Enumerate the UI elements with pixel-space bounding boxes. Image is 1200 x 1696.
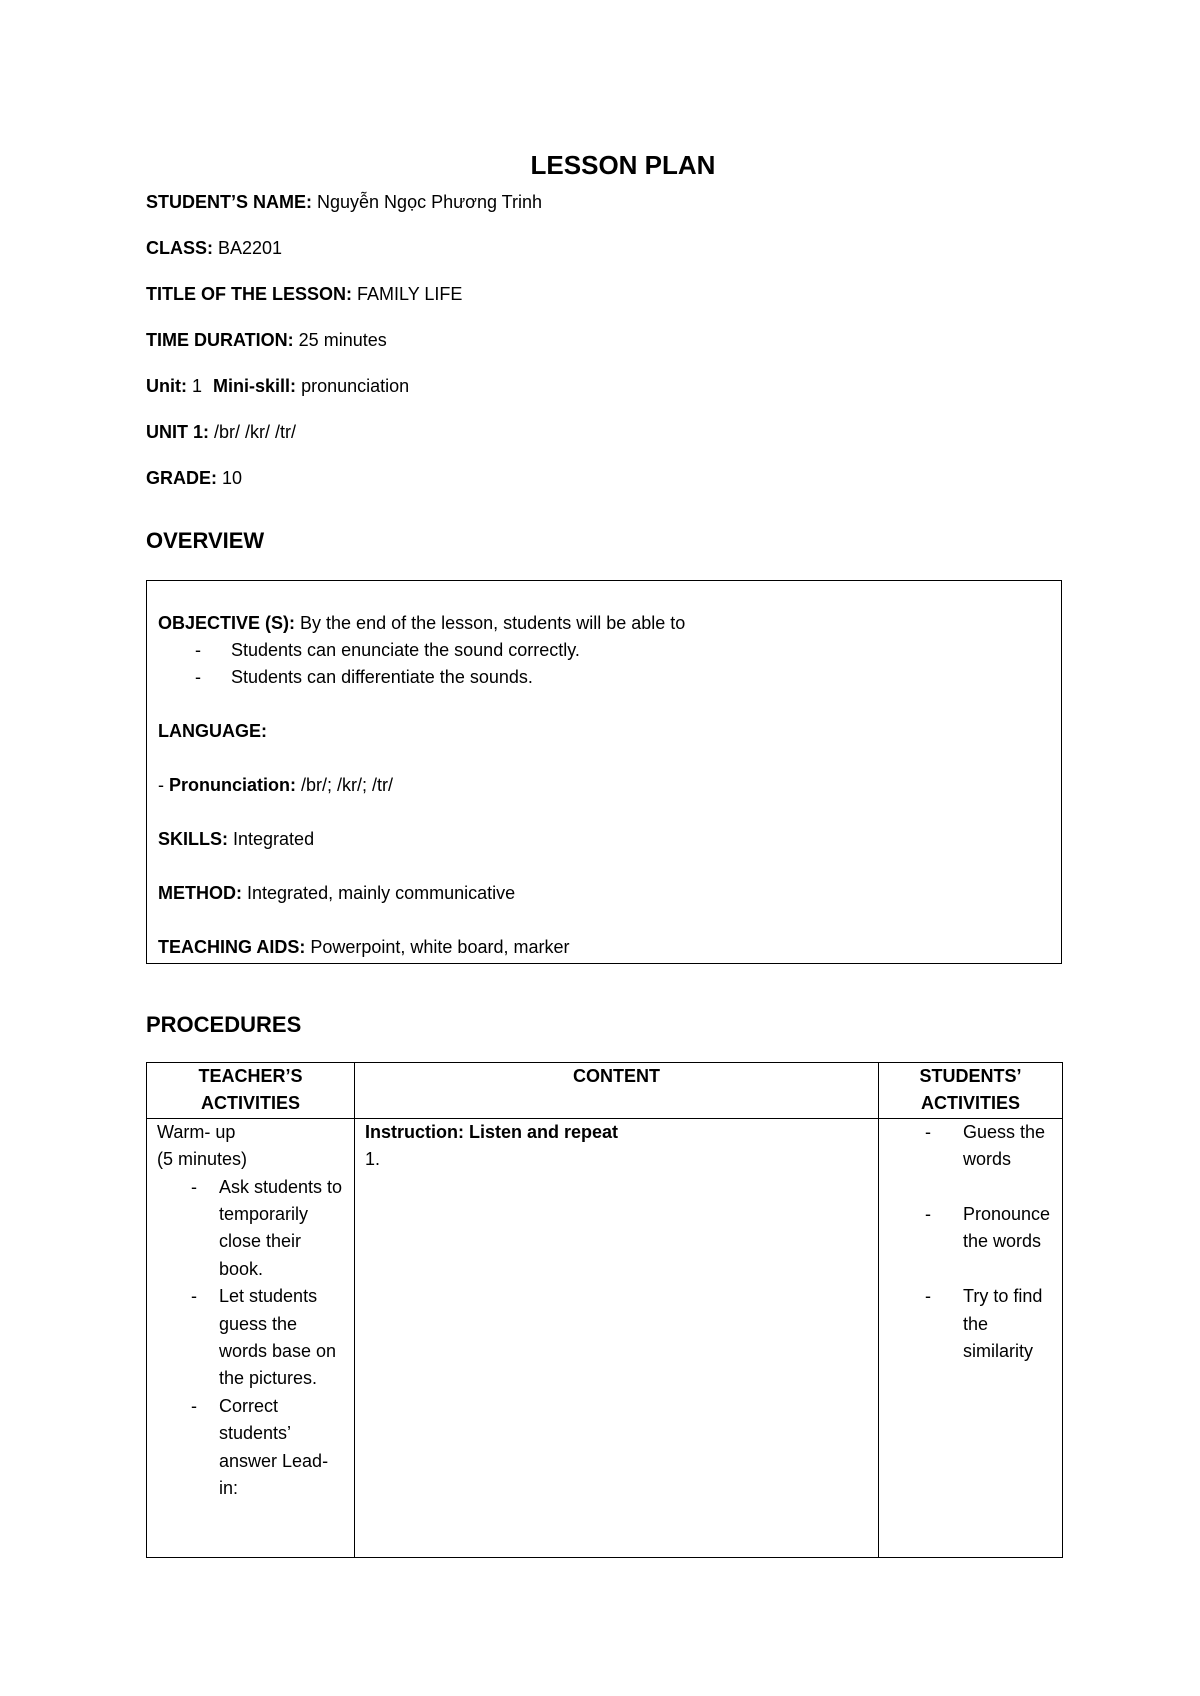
teaching-aids-line <box>158 935 569 959</box>
lesson-title-value: FAMILY LIFE <box>357 284 463 304</box>
list-item: - Let students guess the words base on the pictures. <box>191 1286 337 1389</box>
pronunciation-value: /br/; /kr/; /tr/ <box>301 775 394 795</box>
list-spacer <box>889 1174 1052 1201</box>
objective-bullet: Students can differentiate the sounds. <box>231 667 533 687</box>
unit1-value: /br/ /kr/ /tr/ <box>214 422 297 442</box>
duration-value: 25 minutes <box>298 330 387 350</box>
student-name-line <box>146 190 542 214</box>
content-cell <box>355 1118 879 1557</box>
class-label: CLASS: <box>146 238 213 258</box>
content-header: CONTENT <box>355 1063 879 1119</box>
table-row <box>147 1118 1063 1557</box>
teacher-activities-header: TEACHER’S ACTIVITIES <box>147 1063 355 1119</box>
language-label: LANGUAGE: <box>158 721 267 741</box>
stage-name: Warm- up <box>157 1121 236 1142</box>
lesson-title-label: TITLE OF THE LESSON: <box>146 284 352 304</box>
pronunciation-line <box>158 773 393 797</box>
teacher-activities-cell <box>147 1118 355 1557</box>
class-line <box>146 236 282 260</box>
table-header-row <box>147 1063 1063 1119</box>
procedures-heading: PROCEDURES <box>146 1012 302 1037</box>
lesson-title-line <box>146 282 462 306</box>
content-instruction: Instruction: Listen and repeat <box>365 1121 619 1142</box>
students-activities-cell <box>879 1118 1063 1557</box>
stage-time: (5 minutes) <box>157 1149 248 1170</box>
bullet-dash: - <box>195 667 201 687</box>
duration-label: TIME DURATION: <box>146 330 294 350</box>
list-item: - Guess the words <box>925 1121 1046 1170</box>
unit-value: 1 <box>192 376 203 396</box>
objective-line <box>158 611 685 635</box>
unit-label: Unit: <box>146 376 187 396</box>
language-line <box>158 719 267 743</box>
grade-value: 10 <box>222 468 243 488</box>
content-item: 1. <box>365 1149 381 1170</box>
class-value: BA2201 <box>218 238 283 258</box>
grade-line <box>146 466 242 490</box>
list-item: - Ask students to temporarily close their book. <box>191 1176 343 1279</box>
teaching-aids-value: Powerpoint, white board, marker <box>310 937 570 957</box>
method-line <box>158 881 515 905</box>
method-value: Integrated, mainly communicative <box>247 883 516 903</box>
skills-line <box>158 827 314 851</box>
teacher-bullet-list <box>157 1174 344 1503</box>
miniskill-label: Mini-skill: <box>213 376 297 396</box>
objective-bullet: Students can enunciate the sound correctly. <box>231 640 580 660</box>
bullet-dash: - <box>195 640 201 660</box>
list-item: - Try to find the similarity <box>925 1286 1043 1362</box>
list-spacer <box>889 1256 1052 1283</box>
pronunciation-label: Pronunciation: <box>169 775 296 795</box>
skills-value: Integrated <box>233 829 315 849</box>
students-activities-header: STUDENTS’ ACTIVITIES <box>879 1063 1063 1119</box>
teaching-aids-label: TEACHING AIDS: <box>158 937 306 957</box>
skills-label: SKILLS: <box>158 829 228 849</box>
procedures-table <box>146 1062 1063 1558</box>
students-bullet-list <box>889 1119 1052 1366</box>
duration-line <box>146 328 387 352</box>
miniskill-value: pronunciation <box>301 376 410 396</box>
student-name-label: STUDENT’S NAME: <box>146 192 312 212</box>
pronunciation-prefix: - <box>158 775 169 795</box>
grade-label: GRADE: <box>146 468 217 488</box>
objective-label: OBJECTIVE (S): <box>158 613 296 633</box>
unit-line <box>146 374 409 398</box>
list-item: - Correct students’ answer Lead-in: <box>191 1395 329 1499</box>
student-name-value: Nguyễn Ngọc Phương Trinh <box>317 192 542 212</box>
unit1-line <box>146 420 296 444</box>
method-label: METHOD: <box>158 883 242 903</box>
overview-heading: OVERVIEW <box>146 528 265 553</box>
list-item: - Pronounce the words <box>925 1204 1051 1252</box>
unit1-label: UNIT 1: <box>146 422 209 442</box>
overview-box <box>146 580 1062 964</box>
page-title: LESSON PLAN <box>530 150 716 180</box>
objective-value: By the end of the lesson, students will be able to <box>300 613 686 633</box>
